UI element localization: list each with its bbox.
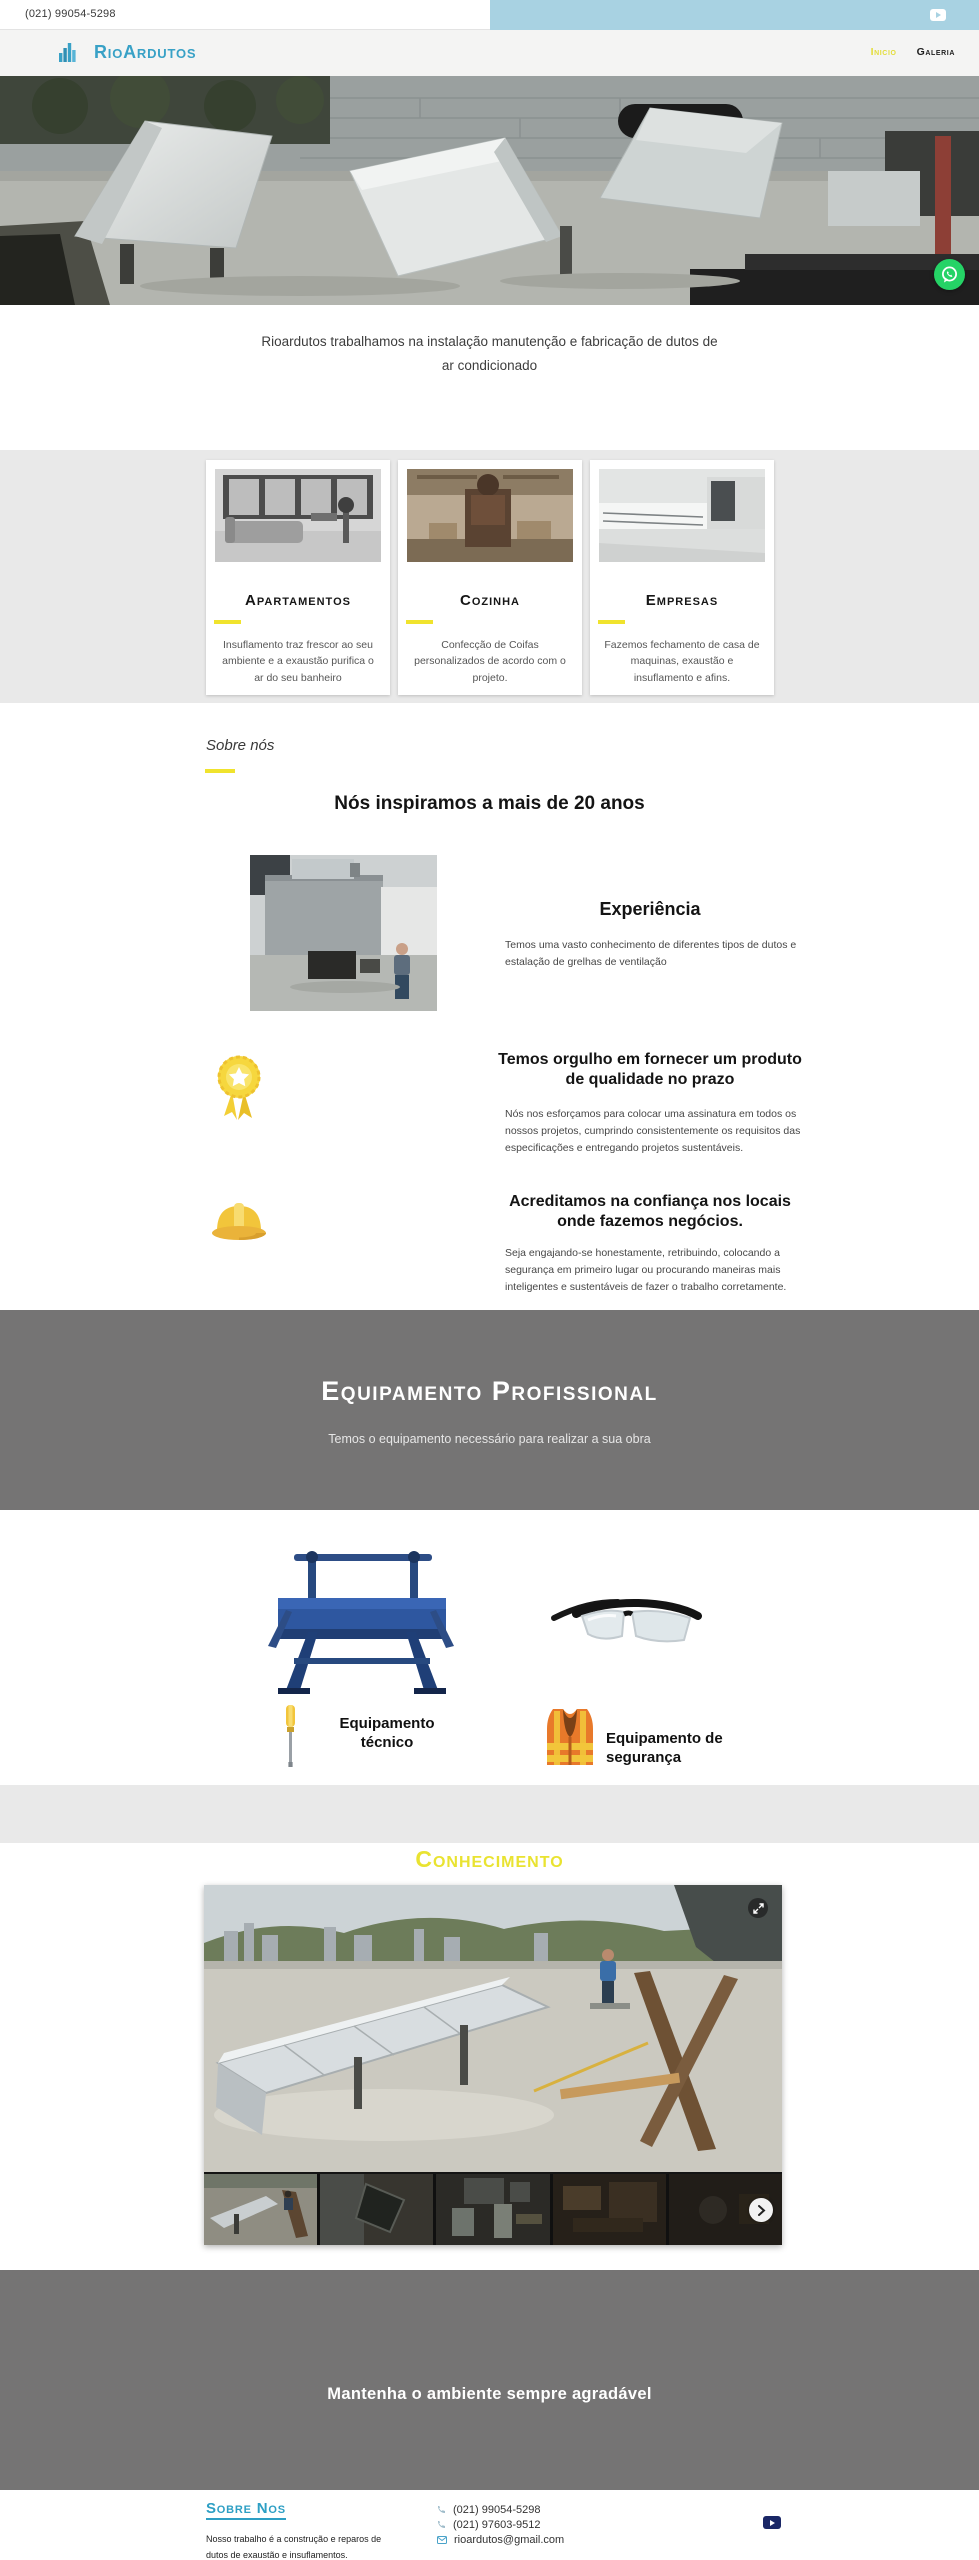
nav-item-galeria[interactable]: Galeria: [916, 46, 955, 58]
quote-text: Mantenha o ambiente sempre agradável: [327, 2385, 652, 2403]
brand-logo[interactable]: [58, 41, 196, 63]
feature-text: Nós nos esforçamos para colocar uma assinatura em todos os nossos projetos, cumprindo consistentemente os requisitos das especificações e entregando projetos sustentáveis.: [505, 1108, 801, 1154]
divider-strip: [0, 1785, 979, 1843]
equipment-banner-subtitle: Temos o equipamento necessário para realizar a sua obra: [328, 1432, 651, 1446]
building-bars-icon: [58, 41, 80, 63]
service-card-apartamentos[interactable]: [206, 460, 390, 695]
card-description: Insuflamento traz frescor ao seu ambiente e a exaustão purifica o ar do seu banheiro: [222, 639, 374, 684]
gallery-thumbnail-3[interactable]: [436, 2174, 549, 2245]
card-description: Confecção de Coifas personalizados de acordo com o projeto.: [414, 639, 566, 684]
medal-icon: [214, 1054, 266, 1127]
worker-rooftop-photo: [250, 855, 437, 1011]
footer-about-title[interactable]: Sobre Nos: [206, 2500, 286, 2520]
topbar: [0, 0, 979, 30]
gallery-filmstrip: [204, 2174, 782, 2245]
topbar-youtube-icon[interactable]: [930, 9, 946, 21]
card-accent-line: [406, 620, 433, 624]
gallery-thumbnail-1[interactable]: [204, 2174, 317, 2245]
screwdriver-icon: [282, 1704, 298, 1773]
footer-youtube-icon[interactable]: [763, 2516, 781, 2529]
equipment-banner-title: Equipamento Profissional: [321, 1376, 658, 1406]
card-title: Empresas: [645, 592, 719, 609]
gallery-next-button[interactable]: [749, 2198, 773, 2222]
quote-banner: [0, 2270, 979, 2490]
knowledge-section: [0, 1843, 979, 2270]
feature-text: Temos uma vasto conhecimento de diferentes tipos de dutos e estalação de grelhas de ventilação: [505, 939, 797, 968]
card-title: Cozinha: [460, 592, 520, 609]
footer-contact: [437, 2502, 564, 2547]
card-accent-line: [214, 620, 241, 624]
tagline-section: [0, 330, 979, 377]
apartment-interior-image: [215, 469, 381, 562]
feature-title-confianca: Acreditamos na confiança nos locais onde fazemos negócios.: [509, 1193, 791, 1230]
play-icon: [936, 12, 941, 18]
equipment-banner: [0, 1310, 979, 1510]
card-title: Apartamentos: [245, 592, 351, 609]
footer-email[interactable]: rioardutos@gmail.com: [454, 2533, 565, 2546]
gallery: [204, 1885, 782, 2245]
footer-about-text: Nosso trabalho é a construção e reparos de dutos de exaustão e insuflamentos.: [206, 2534, 382, 2560]
about-section: [0, 703, 979, 1310]
equipment-label-technical: Equipamento técnico: [339, 1715, 435, 1751]
main-nav: [871, 46, 955, 58]
feature-title-experiencia: Experiência: [599, 899, 701, 919]
about-kicker: Sobre nós: [206, 737, 275, 754]
nav-item-inicio[interactable]: Inicio: [870, 46, 897, 58]
hero: [0, 76, 979, 305]
gallery-thumbnail-4[interactable]: [553, 2174, 666, 2245]
hard-hat-icon: [210, 1197, 268, 1250]
equipment-section: [0, 1510, 979, 1785]
equipment-label-safety: Equipamento de segurança: [606, 1730, 723, 1766]
feature-text: Seja engajando-se honestamente, retribuindo, colocando a segurança em primeiro lugar ou procurando maneiras mais inteligentes e sustentáveis de fazer o trabalho corretamente.: [505, 1247, 787, 1293]
service-card-cozinha[interactable]: [398, 460, 582, 695]
whatsapp-icon: [940, 265, 959, 284]
fullscreen-button[interactable]: [748, 1898, 768, 1918]
site-header: [0, 30, 979, 76]
phone-icon: [437, 2505, 446, 2514]
hero-rooftop-ducts-image: [0, 76, 979, 305]
topbar-phone: (021) 99054-5298: [25, 8, 116, 20]
card-description: Fazemos fechamento de casa de maquinas, exaustão e insuflamento e afins.: [604, 639, 760, 684]
phone-icon: [437, 2520, 446, 2529]
brand-name: RioArdutos: [94, 41, 197, 62]
play-icon: [770, 2520, 775, 2526]
safety-glasses-image: [548, 1584, 708, 1669]
footer-phone-1: (021) 99054-5298: [453, 2503, 541, 2516]
kicker-accent-line: [205, 769, 235, 773]
building-rooftop-image: [599, 469, 765, 562]
chevron-right-icon: [757, 2205, 766, 2216]
card-accent-line: [598, 620, 625, 624]
service-card-empresas[interactable]: [590, 460, 774, 695]
footer: [0, 2490, 979, 2560]
email-icon: [437, 2536, 447, 2544]
gallery-main-image[interactable]: [204, 1885, 782, 2172]
gallery-thumbnail-2[interactable]: [320, 2174, 433, 2245]
feature-title-qualidade: Temos orgulho em fornecer um produto de qualidade no prazo: [498, 1051, 802, 1088]
safety-vest-icon: [543, 1707, 597, 1774]
sheet-metal-folder-image: [264, 1550, 459, 1700]
whatsapp-button[interactable]: [934, 259, 965, 290]
knowledge-title: Conhecimento: [415, 1846, 564, 1872]
hero-tagline: Rioardutos trabalhamos na instalação manutenção e fabricação de dutos de ar condicionado: [261, 334, 718, 373]
services-section: [0, 450, 979, 703]
kitchen-image: [407, 469, 573, 562]
footer-phone-2: (021) 97603-9512: [453, 2518, 541, 2531]
about-heading: Nós inspiramos a mais de 20 anos: [334, 793, 645, 814]
expand-icon: [753, 1903, 764, 1914]
